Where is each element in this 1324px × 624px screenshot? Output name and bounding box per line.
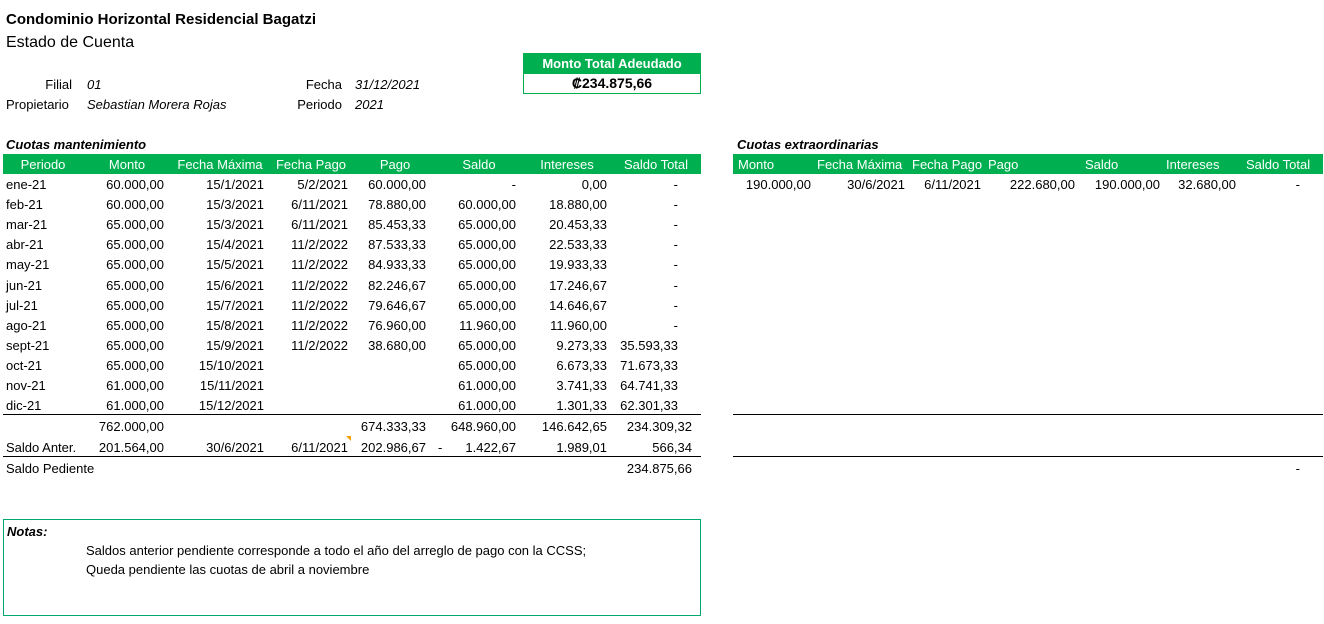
cell-fecha-maxima: 15/3/2021 xyxy=(206,197,264,212)
cell-periodo: mar-21 xyxy=(6,217,48,232)
saldo-anter-sign: - xyxy=(438,440,443,455)
cell-fecha-pago: 11/2/2022 xyxy=(291,338,348,353)
saldo-pendiente-value: 234.875,66 xyxy=(626,461,692,476)
cell-monto: 65.000,00 xyxy=(106,217,164,232)
cell-fecha-maxima: 15/4/2021 xyxy=(206,237,264,252)
propietario-value: Sebastian Morera Rojas xyxy=(87,97,227,112)
mantenimiento-header xyxy=(3,154,701,174)
cell-periodo: feb-21 xyxy=(6,197,43,212)
cell-monto: 60.000,00 xyxy=(106,197,164,212)
cell-fecha-pago: 11/2/2022 xyxy=(291,278,348,293)
cell-pago: 78.880,00 xyxy=(368,197,426,212)
cell-saldo: 61.000,00 xyxy=(458,398,516,413)
cell-fecha-pago: 11/2/2022 xyxy=(291,318,348,333)
cell-intereses: 11.960,00 xyxy=(550,318,607,333)
saldo-anter-saldo: 1.422,67 xyxy=(465,440,516,455)
cell-monto: 65.000,00 xyxy=(106,278,164,293)
cell-saldo-total: - xyxy=(673,318,678,333)
cell-periodo: sept-21 xyxy=(6,338,50,353)
col-saldo-total: Saldo Total xyxy=(623,157,689,172)
extraordinarias-title: Cuotas extraordinarias xyxy=(737,137,879,152)
fecha-label: Fecha xyxy=(305,77,342,92)
monto-total-label: Monto Total Adeudado xyxy=(524,54,700,74)
cell-saldo: 11.960,00 xyxy=(459,318,516,333)
col-pago: Pago xyxy=(379,157,411,172)
total-saldo: 648.960,00 xyxy=(450,419,516,434)
ext-saldo-divider xyxy=(733,456,1323,457)
monto-total-box xyxy=(523,53,701,94)
page-title: Condominio Horizontal Residencial Bagatzi xyxy=(6,11,317,28)
cell-fecha-maxima: 15/10/2021 xyxy=(198,358,264,373)
cell-monto: 65.000,00 xyxy=(106,257,164,272)
cell-saldo: 65.000,00 xyxy=(458,217,516,232)
saldo-anter-pago: 202.986,67 xyxy=(360,440,426,455)
cell-fecha-maxima: 15/9/2021 xyxy=(206,338,264,353)
col-saldo: Saldo xyxy=(462,157,496,172)
total-pago: 674.333,33 xyxy=(360,419,426,434)
cell-saldo-total: 71.673,33 xyxy=(620,358,678,373)
notes-line-1: Saldos anterior pendiente corresponde a todo el año del arreglo de pago con la CCSS; xyxy=(86,543,587,558)
filial-value: 01 xyxy=(87,77,102,92)
ext-col-fecha-pago: Fecha Pago xyxy=(912,157,983,172)
cell-saldo: 65.000,00 xyxy=(458,278,516,293)
cell-periodo: ago-21 xyxy=(6,318,47,333)
cell-pago: 38.680,00 xyxy=(368,338,426,353)
cell-pago: 84.933,33 xyxy=(368,257,426,272)
cell-fecha-maxima: 15/11/2021 xyxy=(199,378,264,393)
cell-fecha-pago: 6/11/2021 xyxy=(291,217,348,232)
ext-col-saldo-total: Saldo Total xyxy=(1246,157,1311,172)
col-fecha-maxima: Fecha Máxima xyxy=(177,157,263,172)
cell-pago: 79.646,67 xyxy=(368,298,426,313)
ext-pago: 222.680,00 xyxy=(1009,177,1075,192)
cell-monto: 65.000,00 xyxy=(106,358,164,373)
cell-saldo: 61.000,00 xyxy=(458,378,516,393)
cell-fecha-maxima: 15/12/2021 xyxy=(198,398,264,413)
cell-fecha-pago: 11/2/2022 xyxy=(291,237,348,252)
cell-periodo: oct-21 xyxy=(6,358,43,373)
cell-periodo: may-21 xyxy=(6,257,50,272)
cell-fecha-pago: 11/2/2022 xyxy=(291,298,348,313)
monto-total-value: ₡234.875,66 xyxy=(571,75,653,91)
cell-saldo: 65.000,00 xyxy=(458,257,516,272)
cell-fecha-pago: 5/2/2021 xyxy=(297,177,348,192)
cell-fecha-maxima: 15/1/2021 xyxy=(206,177,264,192)
cell-saldo-total: - xyxy=(673,177,678,192)
cell-intereses: 22.533,33 xyxy=(549,237,607,252)
cell-periodo: jul-21 xyxy=(6,298,38,313)
cell-periodo: abr-21 xyxy=(6,237,44,252)
cell-periodo: jun-21 xyxy=(6,278,43,293)
cell-monto: 65.000,00 xyxy=(106,338,164,353)
col-intereses: Intereses xyxy=(540,157,594,172)
cell-fecha-maxima: 15/7/2021 xyxy=(206,298,264,313)
cell-saldo: 65.000,00 xyxy=(458,237,516,252)
cell-saldo: 65.000,00 xyxy=(458,298,516,313)
notes-line-2: Queda pendiente las cuotas de abril a noviembre xyxy=(86,562,370,577)
cell-saldo: 65.000,00 xyxy=(458,338,516,353)
filial-label: Filial xyxy=(45,77,72,92)
ext-monto: 190.000,00 xyxy=(745,177,811,192)
total-intereses: 146.642,65 xyxy=(541,419,607,434)
cell-pago: 82.246,67 xyxy=(368,278,426,293)
cell-periodo: ene-21 xyxy=(6,177,47,192)
total-saldo-total: 234.309,32 xyxy=(626,419,692,434)
cell-monto: 61.000,00 xyxy=(106,378,164,393)
periodo-value: 2021 xyxy=(355,97,384,112)
page-subtitle: Estado de Cuenta xyxy=(6,34,135,51)
cell-fecha-pago: 11/2/2022 xyxy=(291,257,348,272)
periodo-label: Periodo xyxy=(297,97,342,112)
notes-box xyxy=(3,519,701,616)
total-monto: 762.000,00 xyxy=(98,419,164,434)
extraordinarias-header xyxy=(733,154,1323,174)
ext-fecha-pago: 6/11/2021 xyxy=(924,177,981,192)
saldo-pendiente-label: Saldo Pediente xyxy=(6,461,95,476)
cell-pago: 87.533,33 xyxy=(368,237,426,252)
ext-col-pago: Pago xyxy=(988,157,1019,172)
cell-intereses: 19.933,33 xyxy=(549,257,607,272)
notes-label: Notas: xyxy=(7,524,48,539)
saldo-anter-fecha-pago: 6/11/2021 xyxy=(291,440,348,455)
cell-intereses: 6.673,33 xyxy=(556,358,607,373)
cell-saldo-total: 62.301,33 xyxy=(620,398,678,413)
col-periodo: Periodo xyxy=(20,157,66,172)
cell-saldo-total: - xyxy=(673,257,678,272)
cell-periodo: dic-21 xyxy=(6,398,42,413)
cell-intereses: 14.646,67 xyxy=(549,298,607,313)
cell-intereses: 17.246,67 xyxy=(549,278,607,293)
cell-saldo: 65.000,00 xyxy=(458,358,516,373)
cell-monto: 60.000,00 xyxy=(106,177,164,192)
saldo-anter-fecha-maxima: 30/6/2021 xyxy=(206,440,264,455)
fecha-value: 31/12/2021 xyxy=(355,77,421,92)
saldo-anter-divider xyxy=(3,456,701,457)
ext-col-monto: Monto xyxy=(738,157,775,172)
cell-monto: 61.000,00 xyxy=(106,398,164,413)
ext-intereses: 32.680,00 xyxy=(1178,177,1236,192)
cell-saldo-total: - xyxy=(673,278,678,293)
ext-col-saldo: Saldo xyxy=(1085,157,1119,172)
totals-divider xyxy=(3,414,701,415)
cell-pago: 76.960,00 xyxy=(368,318,426,333)
cell-monto: 65.000,00 xyxy=(106,237,164,252)
mantenimiento-title: Cuotas mantenimiento xyxy=(6,137,147,152)
cell-saldo-total: 35.593,33 xyxy=(620,338,678,353)
cell-saldo-total: - xyxy=(673,217,678,232)
cell-intereses: 18.880,00 xyxy=(549,197,607,212)
cell-saldo: - xyxy=(511,177,516,192)
cell-intereses: 3.741,33 xyxy=(556,378,607,393)
col-fecha-pago: Fecha Pago xyxy=(275,157,347,172)
cell-fecha-maxima: 15/3/2021 xyxy=(206,217,264,232)
propietario-label: Propietario xyxy=(6,97,69,112)
cell-fecha-maxima: 15/6/2021 xyxy=(206,278,264,293)
ext-totals-divider xyxy=(733,414,1323,415)
cell-saldo: 60.000,00 xyxy=(458,197,516,212)
cell-pago: 60.000,00 xyxy=(368,177,426,192)
cell-intereses: 20.453,33 xyxy=(549,217,607,232)
cell-pago: 85.453,33 xyxy=(368,217,426,232)
cell-monto: 65.000,00 xyxy=(106,318,164,333)
ext-saldo: 190.000,00 xyxy=(1094,177,1160,192)
cell-intereses: 9.273,33 xyxy=(556,338,607,353)
cell-fecha-maxima: 15/8/2021 xyxy=(206,318,264,333)
ext-col-intereses: Intereses xyxy=(1166,157,1220,172)
cell-saldo-total: 64.741,33 xyxy=(620,378,678,393)
ext-saldo-pendiente-value: - xyxy=(1295,461,1300,476)
cell-fecha-maxima: 15/5/2021 xyxy=(206,257,264,272)
cell-intereses: 0,00 xyxy=(581,177,607,192)
saldo-anter-monto: 201.564,00 xyxy=(98,440,164,455)
cell-saldo-total: - xyxy=(673,298,678,313)
ext-saldo-total: - xyxy=(1295,177,1300,192)
cell-saldo-total: - xyxy=(673,237,678,252)
cell-monto: 65.000,00 xyxy=(106,298,164,313)
ext-col-fecha-maxima: Fecha Máxima xyxy=(817,157,903,172)
cell-fecha-pago: 6/11/2021 xyxy=(291,197,348,212)
saldo-anter-saldo-total: 566,34 xyxy=(652,440,692,455)
cell-intereses: 1.301,33 xyxy=(556,398,607,413)
cell-saldo-total: - xyxy=(673,197,678,212)
col-monto: Monto xyxy=(108,157,146,172)
ext-fecha-maxima: 30/6/2021 xyxy=(847,177,905,192)
cell-periodo: nov-21 xyxy=(6,378,46,393)
saldo-anter-label: Saldo Anter. xyxy=(6,440,77,455)
saldo-anter-intereses: 1.989,01 xyxy=(556,440,607,455)
